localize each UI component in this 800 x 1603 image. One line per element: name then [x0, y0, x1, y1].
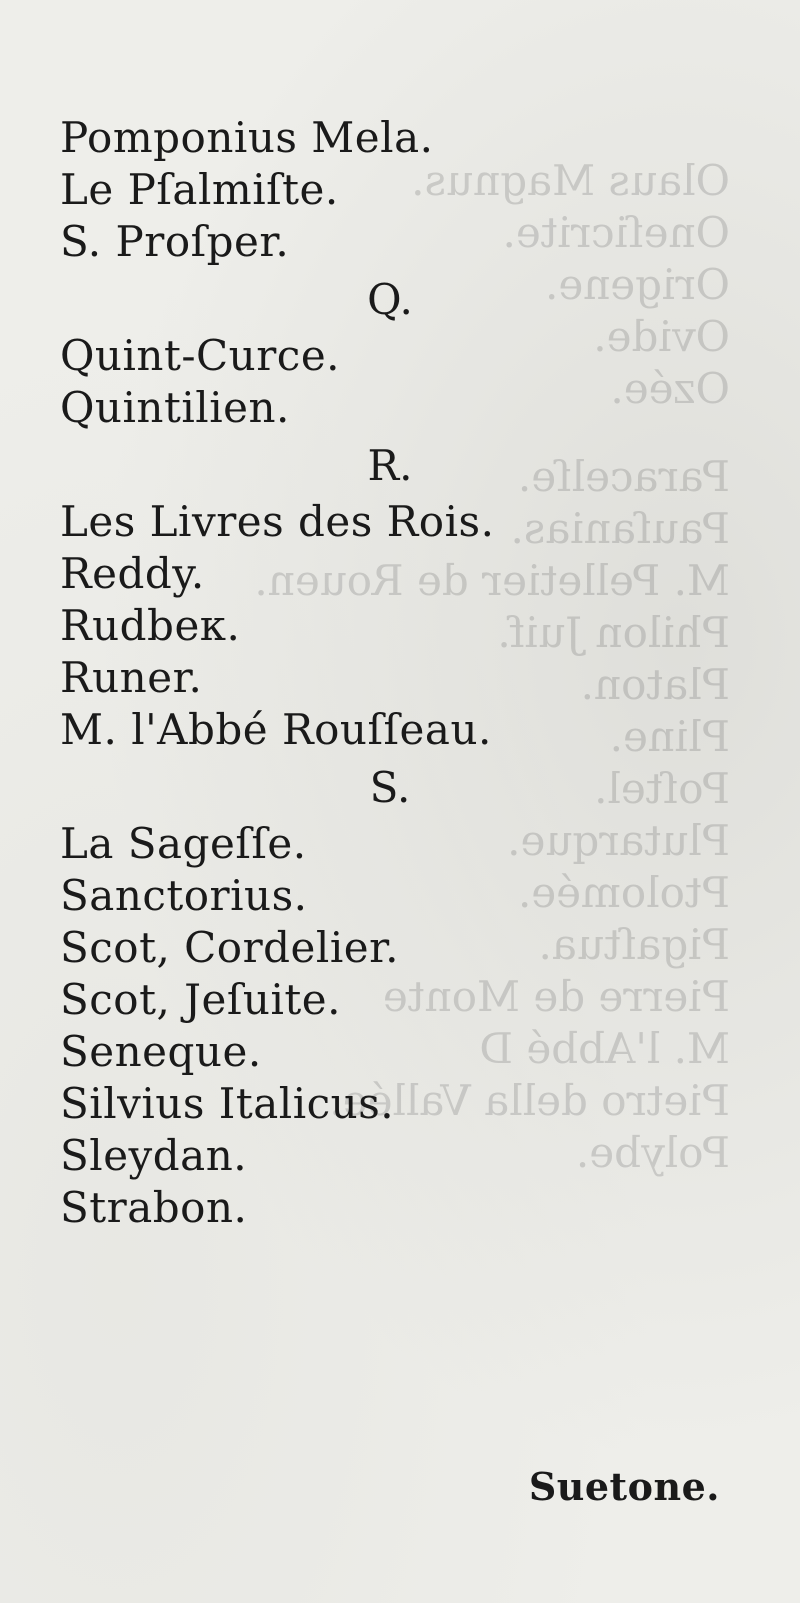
show-through-line: Pigaſtua. [538, 920, 730, 969]
index-entry: Rudbeк. [60, 601, 241, 650]
show-through-line: Pauſanias. [510, 504, 730, 553]
index-entry: Sanctorius. [60, 871, 308, 920]
show-through-line: Olaus Magnus. [411, 156, 730, 205]
index-entry: Silvius Italicus. [60, 1079, 395, 1128]
show-through-line: Pline. [609, 712, 730, 761]
author-index-list [60, 112, 760, 1234]
show-through-line: Pierre de Monte [382, 972, 730, 1021]
index-entry: S. Proſper. [60, 217, 290, 266]
show-through-line: Poſtel. [594, 764, 730, 813]
index-entry: Reddy. [60, 549, 205, 598]
show-through-line: Ovide. [593, 312, 730, 361]
index-entry: Scot, Jeſuite. [60, 975, 341, 1024]
show-through-line: Paracelſe. [517, 452, 730, 501]
section-letter: S. [369, 763, 411, 812]
show-through-line: Polybe. [575, 1128, 730, 1177]
show-through-line: Ptolomée. [517, 868, 730, 917]
index-entry: M. l'Abbé Rouſſeau. [60, 705, 492, 754]
show-through-line: Oneſicrite. [502, 208, 730, 257]
index-entry: Quintilien. [60, 383, 290, 432]
index-entry: Pomponius Mela. [60, 113, 434, 162]
section-letter: R. [367, 441, 413, 490]
show-through-line: Plutarque. [507, 816, 730, 865]
show-through-line: Ozée. [610, 364, 730, 413]
show-through-line: Pietro della Vallée. [329, 1076, 730, 1125]
index-entry: Quint-Curce. [60, 331, 341, 380]
index-entry: Runer. [60, 653, 203, 702]
index-entry: Seneque. [60, 1027, 262, 1076]
show-through-line: M. l'Abbé D [479, 1024, 730, 1073]
catchword: Suetone. [528, 1464, 720, 1509]
index-entry: Scot, Cordelier. [60, 923, 399, 972]
index-entry: Sleydan. [60, 1131, 248, 1180]
show-through-line: Origene. [545, 260, 730, 309]
show-through-line: Platon. [580, 660, 730, 709]
index-entry: Les Livres des Rois. [60, 497, 495, 546]
show-through-line: Philon Juif. [497, 608, 730, 657]
index-entry: Strabon. [60, 1183, 248, 1232]
index-entry: Le Pſalmiſte. [60, 165, 339, 214]
section-letter: Q. [367, 275, 413, 324]
show-through-line: M. Pelletier de Rouen. [254, 556, 730, 605]
index-entry: La Sageſſe. [60, 819, 307, 868]
